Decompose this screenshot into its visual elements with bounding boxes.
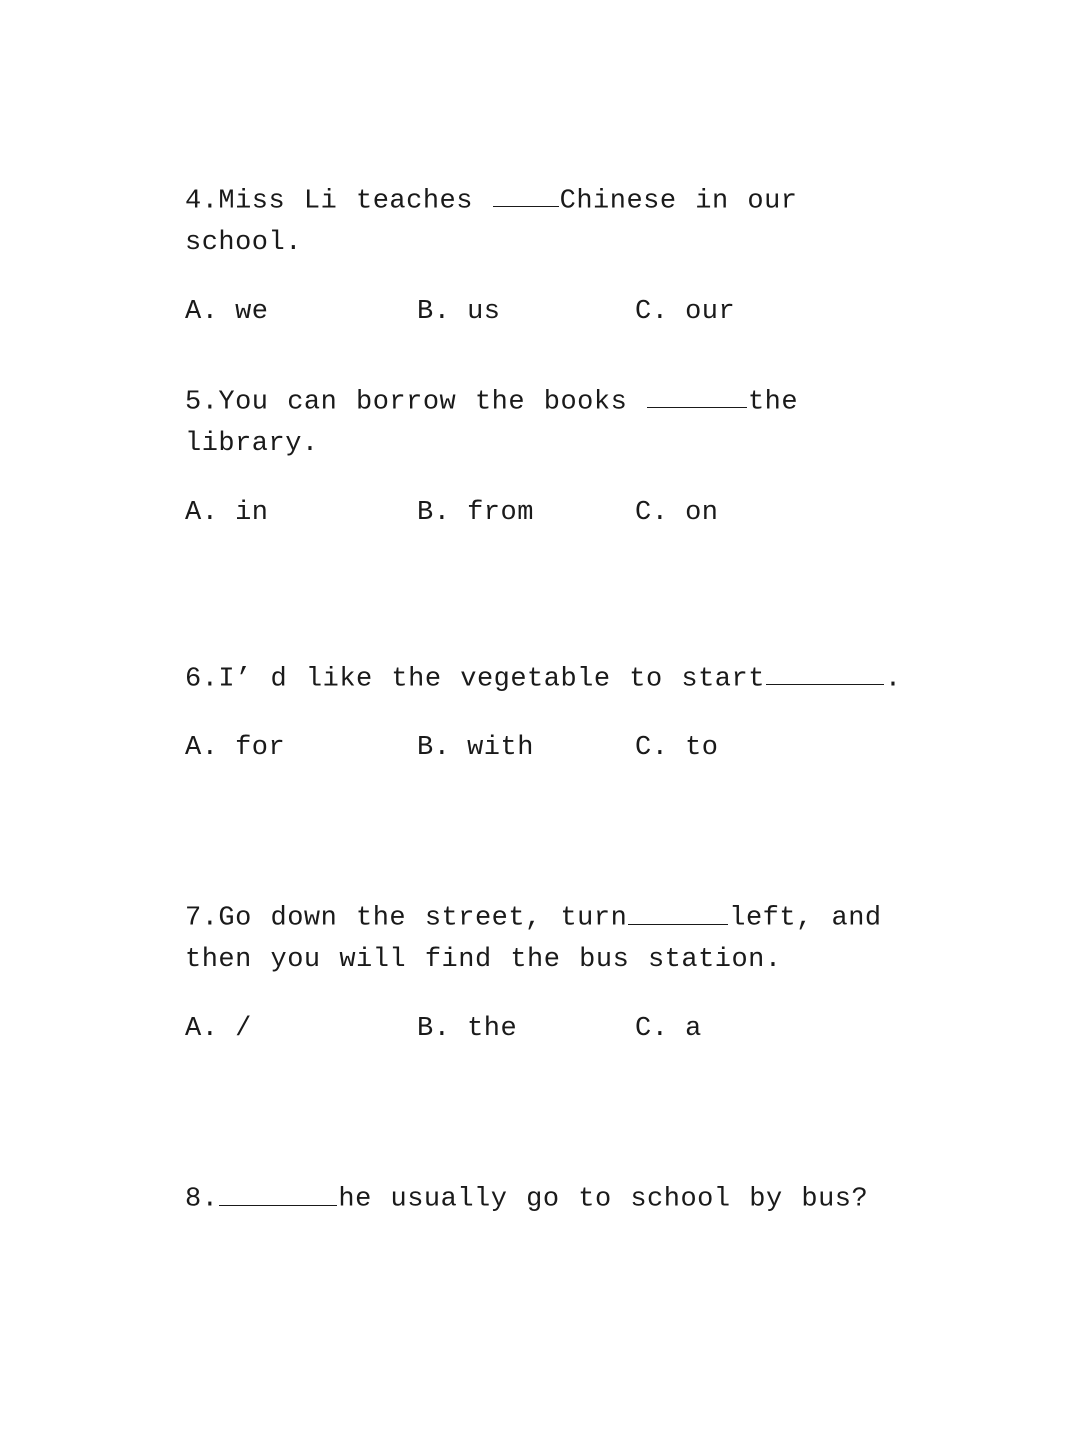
question-8-stem-after: he usually go to school by bus? [338, 1184, 869, 1215]
question-4-stem-before: Miss Li teaches [218, 186, 492, 217]
question-6-option-c[interactable]: C. to [635, 733, 719, 764]
question-4-number: 4. [185, 186, 219, 217]
question-4-options [185, 297, 915, 327]
question-4 [185, 178, 915, 327]
question-list [185, 178, 915, 1221]
question-6-stem-before: I’ d like the vegetable to start [218, 664, 765, 695]
question-5 [185, 379, 915, 528]
question-8 [185, 1176, 915, 1221]
question-6-stem-after: . [884, 664, 902, 695]
question-6 [185, 656, 915, 763]
question-7-blank [628, 895, 728, 924]
question-4-blank [493, 178, 559, 207]
question-6-option-b[interactable]: B. with [417, 733, 534, 764]
question-6-option-a[interactable]: A. for [185, 733, 286, 764]
question-7-stem-after: left, and then you will find the bus station. [185, 903, 901, 976]
question-6-options [185, 733, 915, 763]
question-6-blank [766, 656, 884, 685]
question-8-blank [219, 1176, 337, 1205]
question-7-option-a[interactable]: A. / [185, 1014, 252, 1045]
question-8-stem [185, 1176, 915, 1221]
question-5-blank [647, 379, 747, 408]
question-7-option-b[interactable]: B. the [417, 1014, 518, 1045]
question-8-number: 8. [185, 1184, 219, 1215]
question-6-stem [185, 656, 915, 701]
question-4-option-a[interactable]: A. we [185, 297, 269, 328]
question-7-stem-before: Go down the street, turn [218, 903, 628, 934]
question-6-number: 6. [185, 664, 219, 695]
question-5-stem-before: You can borrow the books [218, 387, 646, 418]
question-5-stem [185, 379, 915, 466]
question-5-options [185, 498, 915, 528]
question-5-stem-after: the library. [185, 387, 817, 460]
question-7 [185, 895, 915, 1044]
question-4-stem [185, 178, 915, 265]
question-4-option-c[interactable]: C. our [635, 297, 736, 328]
question-7-option-c[interactable]: C. a [635, 1014, 702, 1045]
question-5-option-a[interactable]: A. in [185, 498, 269, 529]
question-4-stem-after: Chinese in our school. [185, 186, 817, 259]
question-5-number: 5. [185, 387, 219, 418]
question-7-stem [185, 895, 915, 982]
question-5-option-c[interactable]: C. on [635, 498, 719, 529]
question-4-option-b[interactable]: B. us [417, 297, 501, 328]
question-5-option-b[interactable]: B. from [417, 498, 534, 529]
question-7-options [185, 1014, 915, 1044]
question-7-number: 7. [185, 903, 219, 934]
